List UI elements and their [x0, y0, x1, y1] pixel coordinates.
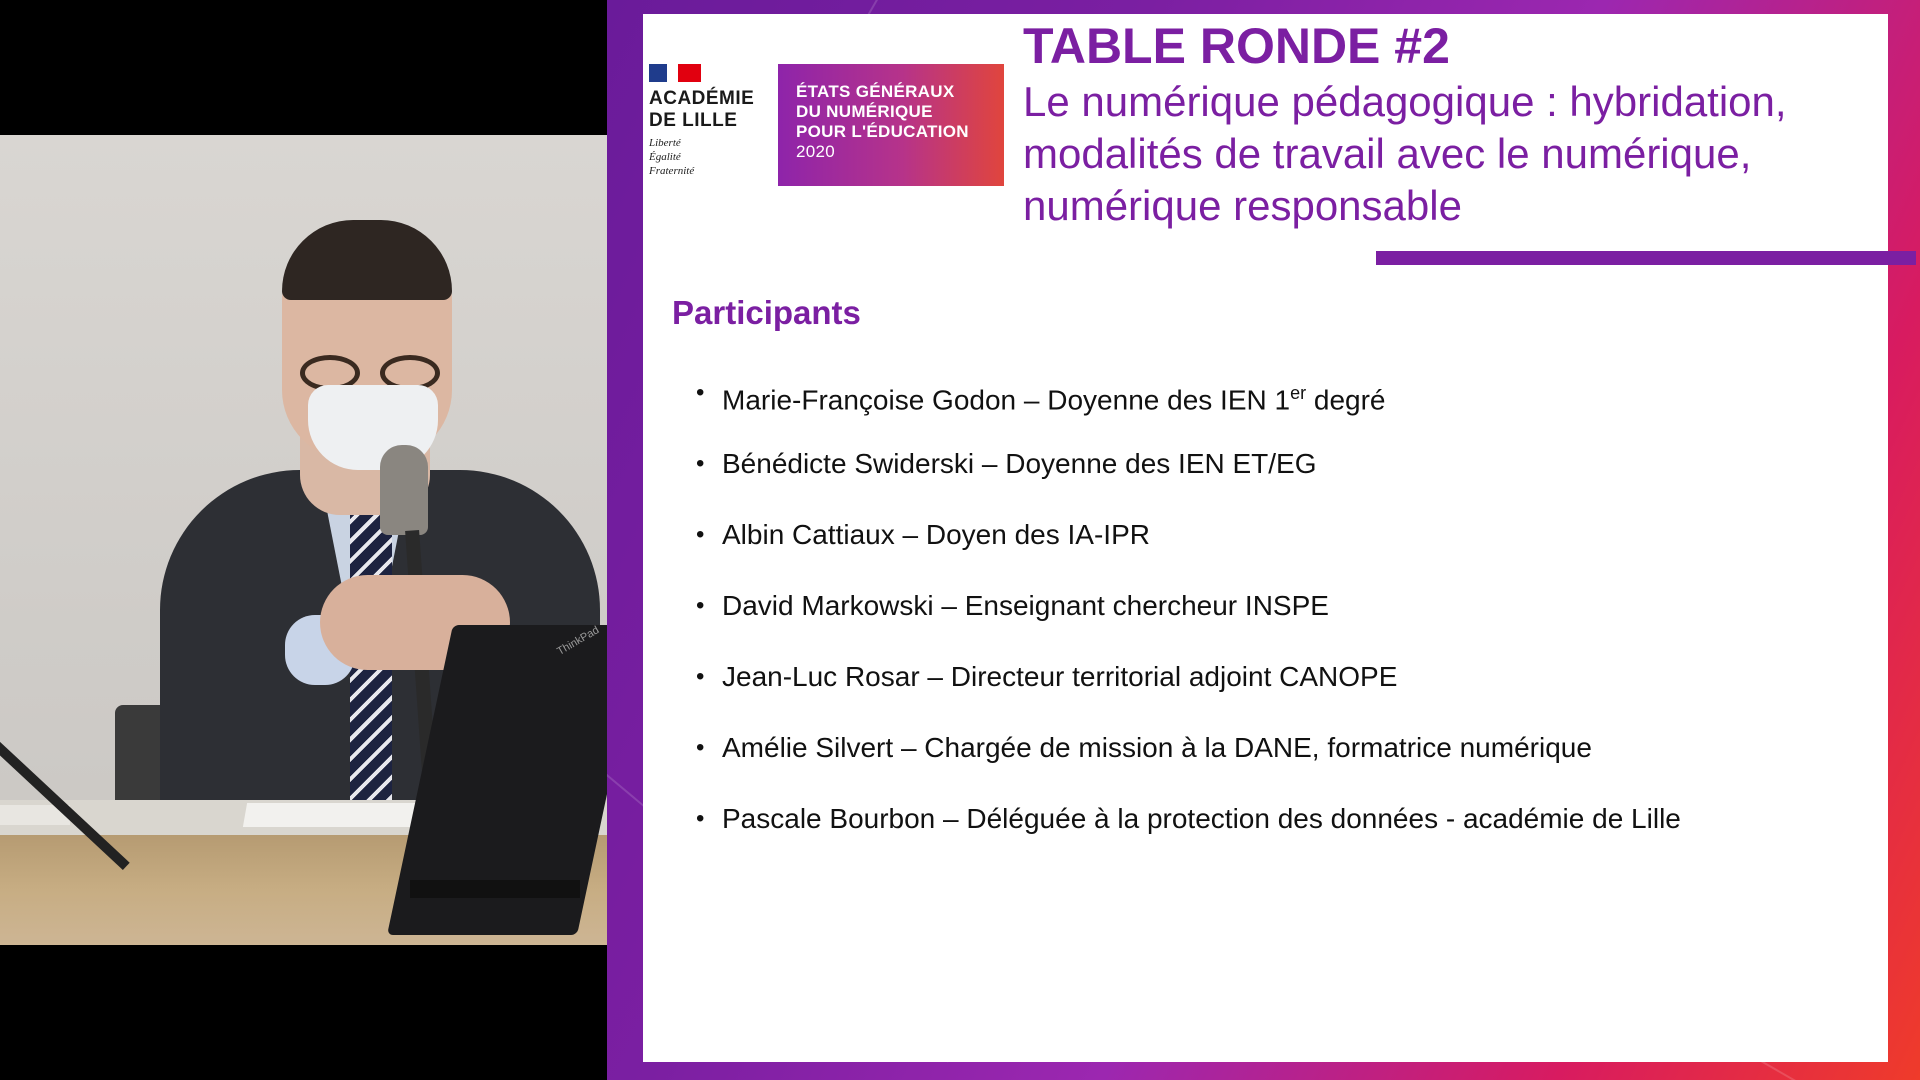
participants-heading: Participants [672, 294, 861, 331]
title-underline [1376, 251, 1916, 265]
french-flag-icon [649, 64, 701, 82]
logo-line2: DE LILLE [649, 110, 738, 131]
list-item [696, 660, 1681, 731]
motto-line: Égalité [649, 151, 681, 163]
slide-frame [607, 0, 1920, 1080]
bullet-icon: • [696, 521, 705, 548]
badge-year: 2020 [796, 142, 836, 161]
badge-line: DU NUMÉRIQUE [796, 102, 933, 121]
participant-text: Jean-Luc Rosar – Directeur territorial adjoint CANOPE [722, 661, 1398, 692]
bullet-icon: • [696, 450, 705, 477]
participant-text: Amélie Silvert – Chargée de mission à la DANE, formatrice numérique [722, 732, 1592, 763]
bullet-icon: • [696, 734, 705, 761]
logo-motto [649, 136, 764, 178]
participant-text: Bénédicte Swiderski – Doyenne des IEN ET/EG [722, 448, 1317, 479]
motto-line: Fraternité [649, 165, 695, 177]
participant-text: Marie-Françoise Godon – Doyenne des IEN 1 [722, 384, 1291, 416]
etats-generaux-badge [778, 64, 1004, 186]
microphone [380, 445, 428, 535]
academie-lille-logo [649, 64, 764, 178]
participant-text: Pascale Bourbon – Déléguée à la protection des données - académie de Lille [722, 803, 1681, 834]
participant-superscript: er [1290, 383, 1307, 403]
list-item [696, 447, 1681, 518]
badge-line: POUR L'ÉDUCATION [796, 122, 969, 141]
speaker-video [0, 135, 607, 945]
bullet-icon: • [696, 663, 705, 690]
bullet-icon: • [696, 379, 705, 406]
participant-text: David Markowski – Enseignant chercheur INSPE [722, 590, 1329, 621]
bullet-icon: • [696, 805, 705, 832]
participant-list [696, 376, 1681, 873]
list-item [696, 802, 1681, 873]
bullet-icon: • [696, 592, 705, 619]
laptop-brand-label: ThinkPad [555, 624, 602, 658]
badge-line: ÉTATS GÉNÉRAUX [796, 82, 955, 101]
motto-line: Liberté [649, 137, 681, 149]
list-item [696, 518, 1681, 589]
logo-line1: ACADÉMIE [649, 88, 755, 109]
slide-title: TABLE RONDE #2 [1023, 18, 1450, 74]
list-item [696, 589, 1681, 660]
laptop-base [410, 880, 580, 898]
participant-text: Albin Cattiaux – Doyen des IA-IPR [722, 519, 1150, 550]
slide-subtitle: Le numérique pédagogique : hybridation, modalités de travail avec le numérique, numérique responsable [1023, 78, 1787, 229]
participant-tail: degré [1306, 384, 1386, 416]
list-item [696, 731, 1681, 802]
list-item [696, 376, 1681, 447]
slide-content [643, 14, 1888, 1062]
